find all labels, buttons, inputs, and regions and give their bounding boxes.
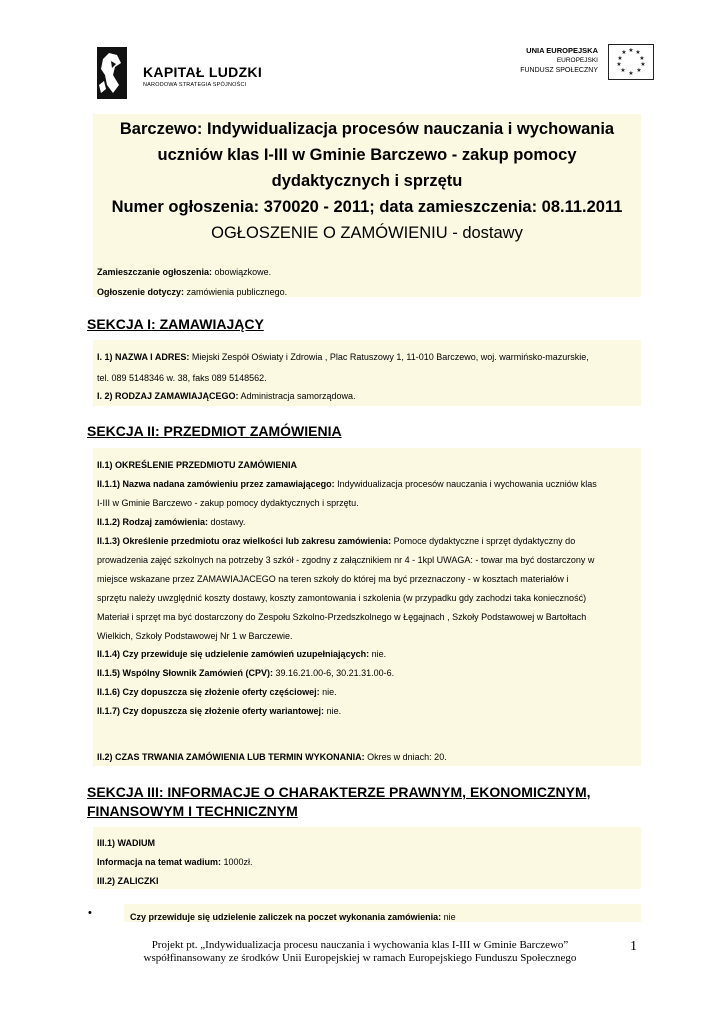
concerns-value: zamówienia publicznego.	[184, 287, 288, 297]
kapital-ludzki-title: KAPITAŁ LUDZKI	[143, 64, 263, 80]
name-address-label: I. 1) NAZWA I ADRES:	[97, 352, 190, 362]
eu-text-line2: EUROPEJSKI	[556, 57, 598, 64]
kapital-ludzki-logo	[95, 45, 270, 101]
section-2-variant	[97, 705, 341, 717]
variant-value: nie.	[324, 706, 342, 716]
svg-text:★: ★	[639, 55, 645, 62]
title-line-5: OGŁOSZENIE O ZAMÓWIENIU - dostawy	[211, 224, 523, 242]
bullet: •	[88, 907, 92, 919]
section-2-partial	[97, 686, 337, 698]
cpv-value: 39.16.21.00-6, 30.21.31.00-6.	[273, 668, 395, 678]
svg-text:★: ★	[636, 67, 642, 74]
section-2-scope-5: Materiał i sprzęt ma być dostarczony do Zespołu Szkolno-Przedszkolnego w Łęgajnach , Szkoły Podstawowej w Bartołtach	[97, 612, 587, 622]
supplementary-value: nie.	[369, 649, 387, 659]
section-2-kind	[97, 516, 245, 528]
cpv-label: II.1.5) Wspólny Słownik Zamówień (CPV):	[97, 668, 274, 678]
eu-logo	[500, 44, 660, 84]
section-1-type	[97, 390, 356, 402]
scope-value-1: Pomoce dydaktyczne i sprzęt dydaktyczny do	[391, 536, 576, 546]
section-3-heading-1: SEKCJA III: INFORMACJE O CHARAKTERZE PRAWNYM, EKONOMICZNYM,	[87, 784, 591, 800]
section-3-wadium	[97, 856, 253, 868]
section-2-duration	[97, 751, 447, 763]
svg-text:★: ★	[617, 55, 623, 62]
duration-label: II.2) CZAS TRWANIA ZAMÓWIENIA LUB TERMIN WYKONANIA:	[97, 752, 365, 762]
order-name-label: II.1.1) Nazwa nadana zamówieniu przez zamawiającego:	[97, 479, 335, 489]
publication-value: obowiązkowe.	[212, 267, 272, 277]
sub1-label: II.1) OKREŚLENIE PRZEDMIOTU ZAMÓWIENIA	[97, 460, 298, 470]
name-address-value: Miejski Zespół Oświaty i Zdrowia , Plac Ratuszowy 1, 11-010 Barczewo, woj. warmińsko-mazurskie,	[189, 352, 589, 362]
advance-value: nie	[441, 912, 456, 922]
wadium-sub-label: III.1) WADIUM	[97, 838, 155, 848]
section-2-bg	[93, 448, 641, 766]
intro-publication	[97, 266, 271, 278]
section-2-sub1	[97, 459, 297, 471]
section-2-scope-4: sprzętu należy uwzględnić koszty dostawy, koszty zamontowania i szkolenia (w przypadku gdy zachodzi taka konieczność)	[97, 593, 587, 603]
advance-label: Czy przewiduje się udzielenie zaliczek na poczet wykonania zamówienia:	[130, 912, 442, 922]
section-3-advance	[130, 911, 456, 923]
title-line-1: Barczewo: Indywidualizacja procesów nauczania i wychowania	[119, 120, 615, 138]
section-2-scope-6: Wielkich, Szkoły Podstawowej Nr 1 w Barczewie.	[97, 631, 293, 641]
footer-line-1: Projekt pt. „Indywidualizacja procesu nauczania i wychowania klas I-III w Gminie Barczewo”	[151, 939, 569, 951]
section-3-sub1	[97, 837, 155, 849]
type-value: Administracja samorządowa.	[238, 391, 356, 401]
order-name-value: Indywidualizacja procesów nauczania i wychowania uczniów klas	[334, 479, 597, 489]
section-2-heading: SEKCJA II: PRZEDMIOT ZAMÓWIENIA	[87, 423, 342, 439]
publication-label: Zamieszczanie ogłoszenia:	[97, 267, 213, 277]
kind-value: dostawy.	[208, 517, 246, 527]
section-1-name-address	[97, 351, 589, 363]
kind-label: II.1.2) Rodzaj zamówienia:	[97, 517, 209, 527]
scope-label: II.1.3) Określenie przedmiotu oraz wielkości lub zakresu zamówienia:	[97, 536, 392, 546]
svg-text:★: ★	[628, 70, 634, 77]
supplementary-label: II.1.4) Czy przewiduje się udzielenie zamówień uzupełniających:	[97, 649, 370, 659]
partial-label: II.1.6) Czy dopuszcza się złożenie oferty częściowej:	[97, 687, 320, 697]
section-2-cpv	[97, 667, 394, 679]
partial-value: nie.	[319, 687, 337, 697]
svg-text:★: ★	[616, 61, 622, 68]
eu-text-line3: FUNDUSZ SPOŁECZNY	[520, 67, 598, 74]
section-2-scope-2: prowadzenia zajęć szkolnych na potrzeby 3 szkół - zgodny z załącznikiem nr 4 - 1kpl UWAGA: - towar ma być dostarczony w	[97, 555, 595, 565]
svg-text:★: ★	[628, 47, 634, 54]
section-3-heading-2: FINANSOWYM I TECHNICZNYM	[87, 803, 298, 819]
section-2-name-2: I-III w Gminie Barczewo - zakup pomocy dydaktycznych i sprzętu.	[97, 498, 359, 508]
section-1-phone: tel. 089 5148346 w. 38, faks 089 5148562.	[97, 373, 267, 383]
variant-label: II.1.7) Czy dopuszcza się złożenie oferty wariantowej:	[97, 706, 325, 716]
title-line-2: uczniów klas I-III w Gminie Barczewo - zakup pomocy	[157, 146, 577, 164]
eu-text-line1: UNIA EUROPEJSKA	[526, 46, 598, 55]
wadium-label: Informacja na temat wadium:	[97, 857, 222, 867]
section-2-supplementary	[97, 648, 386, 660]
svg-text:★: ★	[620, 67, 626, 74]
type-label: I. 2) RODZAJ ZAMAWIAJĄCEGO:	[97, 391, 239, 401]
wadium-value: 1000zł.	[221, 857, 253, 867]
section-3-sub2	[97, 875, 159, 887]
page-number: 1	[630, 939, 637, 954]
section-2-scope-3: miejsce wskazane przez ZAMAWIAJACEGO na teren szkoły do której ma być przeznaczony - w kosztach materiałów i	[97, 574, 569, 584]
advance-sub-label: III.2) ZALICZKI	[97, 876, 159, 886]
kapital-ludzki-emblem-icon	[95, 45, 131, 101]
notice-title	[93, 116, 641, 246]
kapital-ludzki-subtitle: NARODOWA STRATEGIA SPÓJNOŚCI	[143, 82, 247, 88]
svg-text:★: ★	[621, 49, 627, 56]
section-1-heading: SEKCJA I: ZAMAWIAJĄCY	[87, 316, 264, 332]
intro-concerns	[97, 286, 287, 298]
title-line-4: Numer ogłoszenia: 370020 - 2011; data zamieszczenia: 08.11.2011	[111, 198, 623, 216]
concerns-label: Ogłoszenie dotyczy:	[97, 287, 185, 297]
eu-flag-icon	[608, 44, 654, 80]
footer	[120, 939, 600, 965]
footer-line-2: współfinansowany ze środków Unii Europejskiej w ramach Europejskiego Funduszu Społecznego	[143, 952, 577, 964]
section-2-scope-1	[97, 535, 575, 547]
section-2-name-1	[97, 478, 597, 490]
duration-value: Okres w dniach: 20.	[364, 752, 447, 762]
svg-text:★: ★	[635, 49, 641, 56]
title-line-3: dydaktycznych i sprzętu	[271, 172, 463, 190]
svg-text:★: ★	[640, 61, 646, 68]
